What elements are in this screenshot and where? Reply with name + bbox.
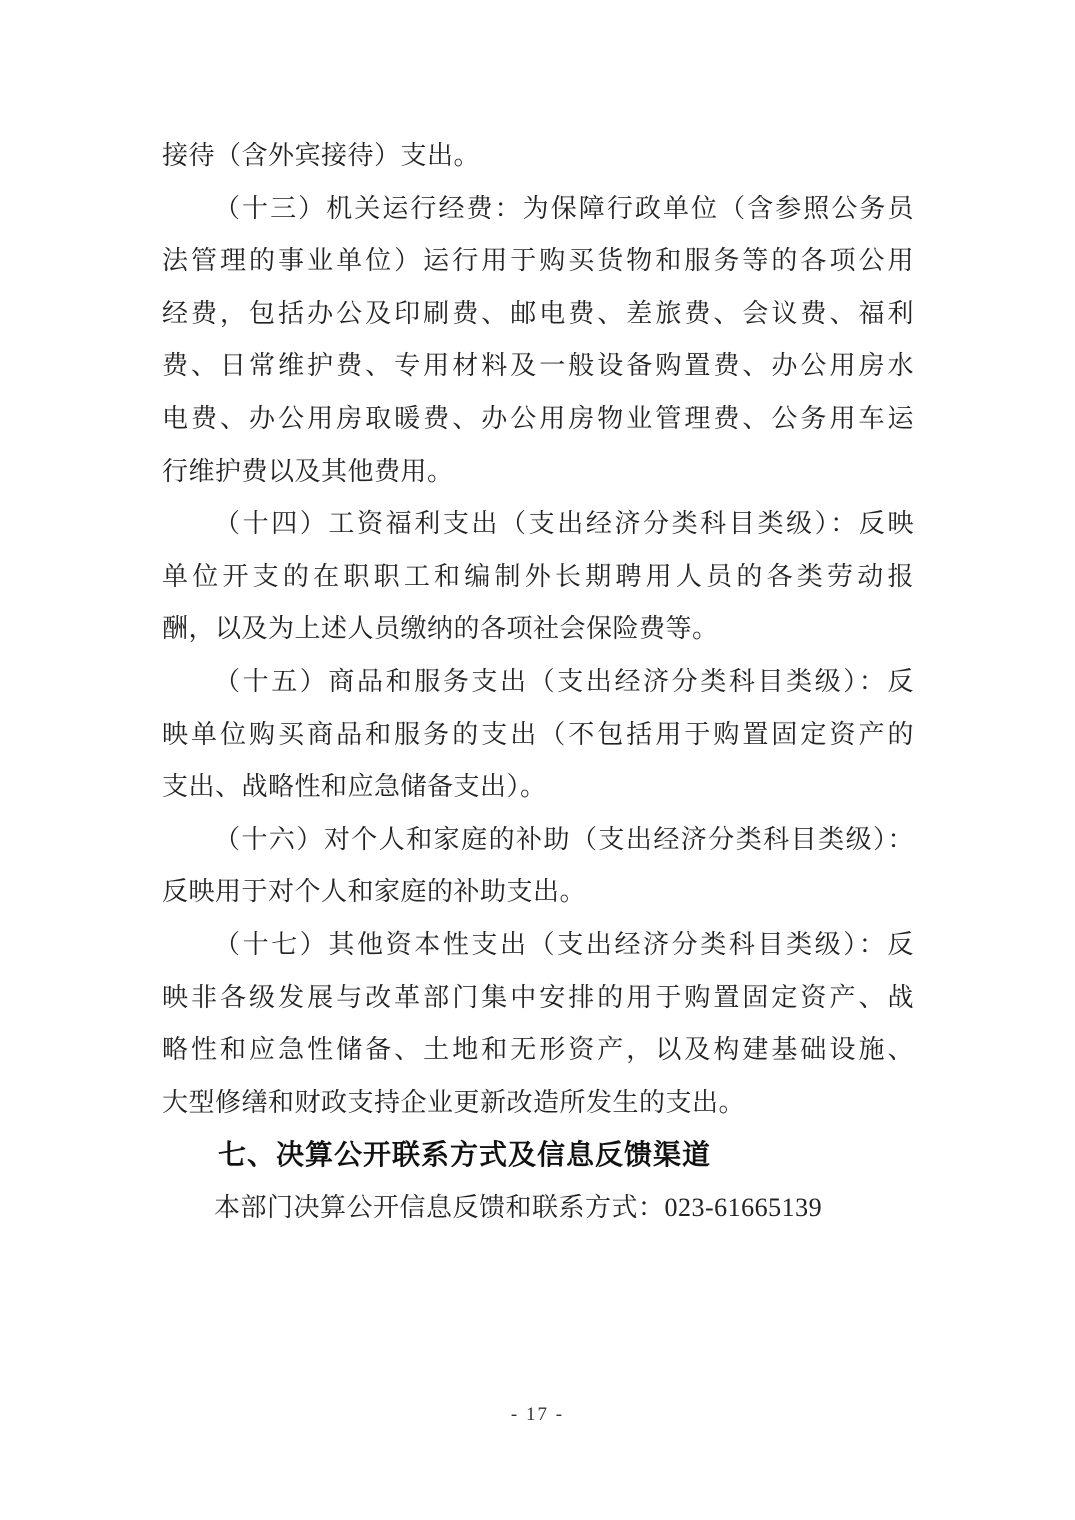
- page-number: - 17 -: [510, 1404, 565, 1425]
- text-line: 法管理的事业单位）运行用于购买货物和服务等的各项公用: [162, 246, 914, 276]
- text-line: （十七）其他资本性支出（支出经济分类科目类级）：反: [214, 929, 914, 959]
- text-line: 费、日常维护费、专用材料及一般设备购置费、办公用房水: [162, 351, 914, 381]
- text-line: 支出、战略性和应急储备支出）。: [162, 772, 547, 802]
- text-line: 七、决算公开联系方式及信息反馈渠道: [218, 1139, 712, 1171]
- text-line: 大型修缮和财政支持企业更新改造所发生的支出。: [162, 1087, 746, 1117]
- document-body: [162, 130, 914, 1234]
- text-line: 接待（含外宾接待）支出。: [162, 141, 481, 170]
- text-line: 本部门决算公开信息反馈和联系方式：023-61665139: [214, 1192, 823, 1222]
- text-line: （十五）商品和服务支出（支出经济分类科目类级）：反: [214, 666, 914, 696]
- text-line: 略性和应急性储备、土地和无形资产，以及构建基础设施、: [162, 1035, 914, 1065]
- text-line: 电费、办公用房取暖费、办公用房物业管理费、公务用车运: [162, 403, 914, 433]
- text-line: 反映用于对个人和家庭的补助支出。: [162, 877, 587, 907]
- text-line: 行维护费以及其他费用。: [162, 456, 454, 486]
- text-line: 经费，包括办公及印刷费、邮电费、差旅费、会议费、福利: [162, 298, 914, 328]
- text-line: （十六）对个人和家庭的补助（支出经济分类科目类级）：: [214, 824, 914, 854]
- text-line: 酬，以及为上述人员缴纳的各项社会保险费等。: [162, 614, 719, 644]
- text-line: 映非各级发展与改革部门集中安排的用于购置固定资产、战: [162, 982, 914, 1012]
- text-line: （十三）机关运行经费：为保障行政单位（含参照公务员: [214, 193, 914, 223]
- text-line: 映单位购买商品和服务的支出（不包括用于购置固定资产的: [162, 719, 914, 749]
- text-line: （十四）工资福利支出（支出经济分类科目类级）：反映: [214, 509, 914, 539]
- text-line: 单位开支的在职职工和编制外长期聘用人员的各类劳动报: [162, 561, 914, 591]
